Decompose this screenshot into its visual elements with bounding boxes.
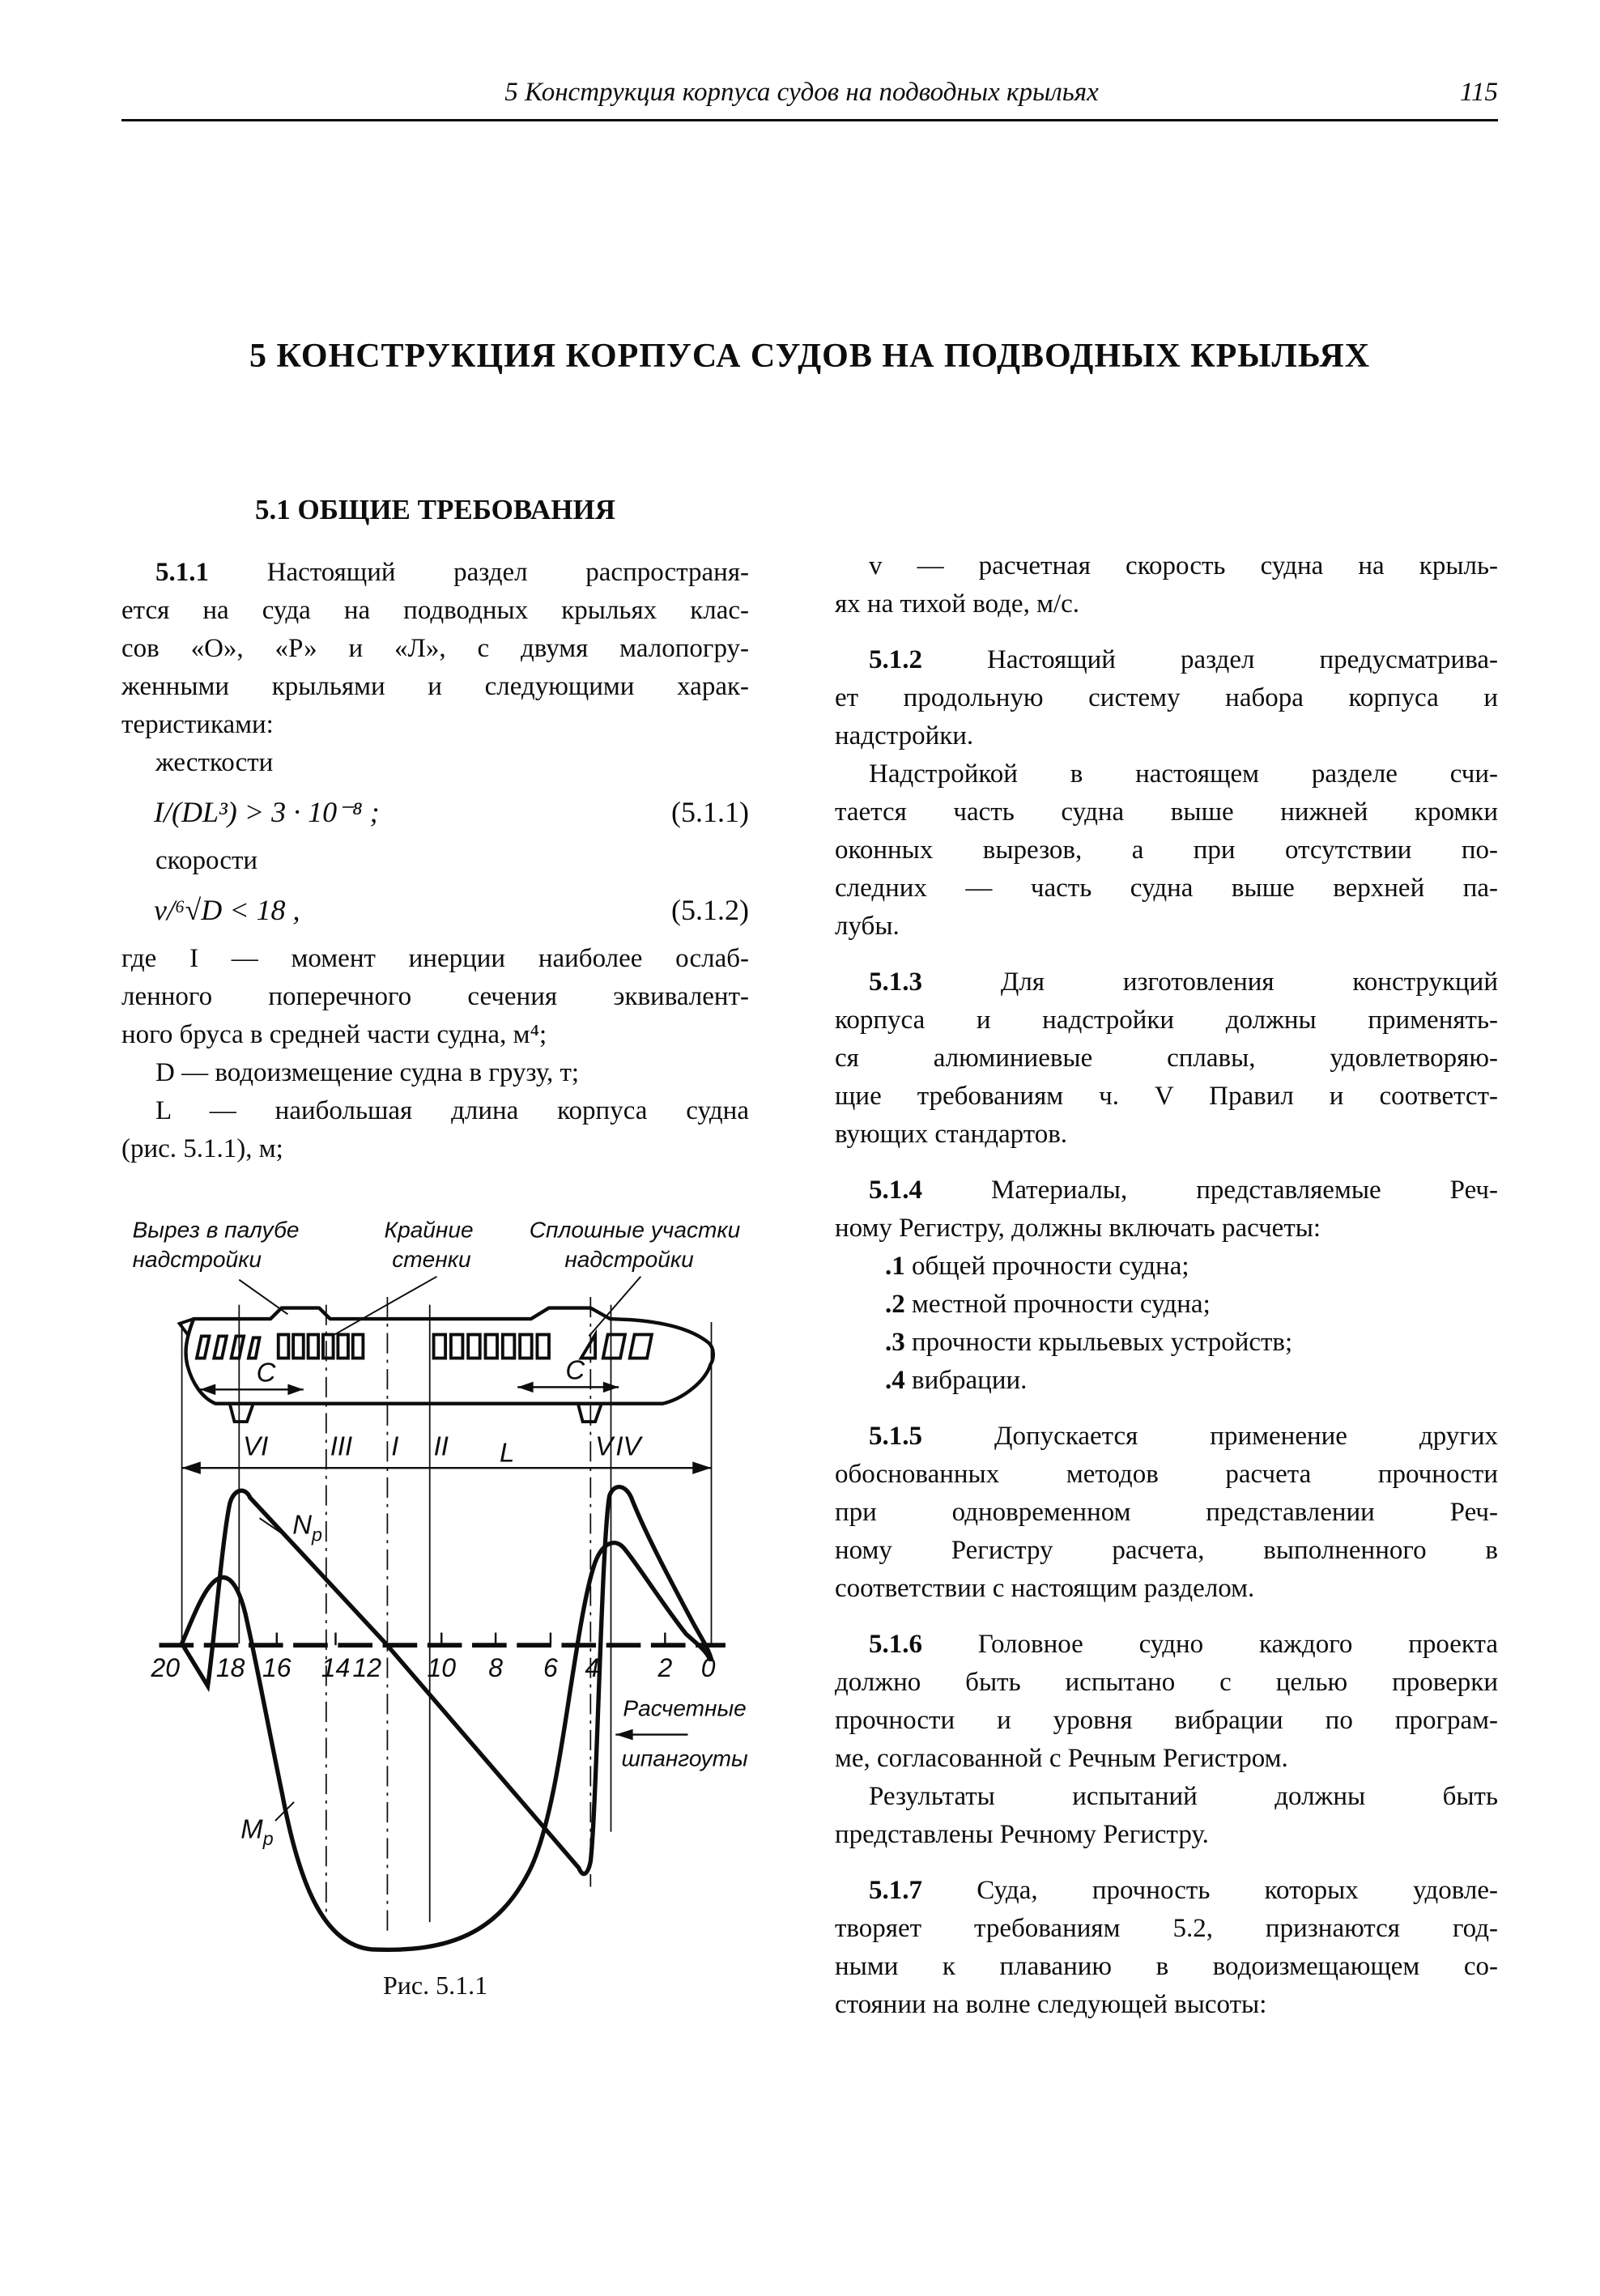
axis-number: 6 xyxy=(543,1652,558,1682)
para-number: 5.1.1 xyxy=(155,558,209,587)
right-column xyxy=(835,494,1498,2024)
text-line: соответствии с настоящим разделом. xyxy=(835,1574,1255,1603)
text-line: ся алюминиевые сплавы, удовлетворяю- xyxy=(835,1044,1498,1073)
text-line: представлены Речному Регистру. xyxy=(835,1820,1209,1849)
equation-formula: v/⁶√D < 18 , xyxy=(154,894,300,926)
window xyxy=(353,1334,364,1358)
hydrofoil-struts xyxy=(230,1404,602,1422)
window xyxy=(451,1334,463,1358)
window xyxy=(486,1334,498,1358)
paragraph-5.1.4 xyxy=(835,1171,1498,1248)
text-line: 5.1.2 Настоящий раздел предусматрива- xyxy=(869,645,1498,674)
equation-number: (5.1.1) xyxy=(671,796,749,828)
window xyxy=(249,1337,260,1358)
equation-formula: I/(DL³) > 3 · 10⁻⁸ ; xyxy=(154,796,380,828)
text-line: творяет требованиям 5.2, признаются год- xyxy=(835,1914,1498,1943)
text-line: жесткости xyxy=(155,748,274,777)
text-line: скорости xyxy=(155,846,258,875)
text-line: .1 общей прочности судна; xyxy=(885,1252,1189,1281)
definition-v xyxy=(835,547,1498,623)
arrowhead xyxy=(692,1461,711,1474)
np-letter: N xyxy=(292,1509,312,1540)
section-numeral: VI xyxy=(243,1431,269,1461)
paragraph-5.1.5 xyxy=(835,1418,1498,1608)
definition-L xyxy=(121,1092,749,1168)
text-line: сов «О», «Р» и «Л», с двумя малопогру- xyxy=(121,634,749,663)
c-dimension-label: C xyxy=(565,1354,585,1385)
text-line: стоянии на волне следующей высоты: xyxy=(835,1990,1267,2019)
text-line: оконных вырезов, а при отсутствии по- xyxy=(835,835,1498,865)
para-number: .3 xyxy=(885,1328,905,1357)
figure-drawing xyxy=(121,1204,749,1966)
section-numeral: II xyxy=(433,1431,449,1461)
text-line: прочности и уровня вибрации по програм- xyxy=(835,1706,1498,1735)
figure-5.1.1 xyxy=(121,1204,749,2000)
text-line: ному Регистру, должны включать расчеты: xyxy=(835,1214,1321,1243)
text-line: (рис. 5.1.1), м; xyxy=(121,1134,283,1163)
section-numeral: IV xyxy=(615,1431,641,1461)
text-line: обоснованных методов расчета прочности xyxy=(835,1460,1498,1489)
window xyxy=(279,1334,289,1358)
frames-note: Расчетные xyxy=(623,1695,747,1721)
two-column-layout xyxy=(121,494,1498,2024)
window xyxy=(520,1334,532,1358)
text-line: ме, согласованной с Речным Регистром. xyxy=(835,1744,1288,1773)
axis-number: 2 xyxy=(657,1652,673,1682)
text-line: v — расчетная скорость судна на крыль- xyxy=(869,551,1498,580)
text-line: 5.1.6 Головное судно каждого проекта xyxy=(869,1630,1498,1659)
section-numeral: III xyxy=(330,1431,353,1461)
header-rule xyxy=(121,119,1498,121)
paragraph-speed xyxy=(121,842,749,880)
text-line: следних — часть судна выше верхней па- xyxy=(835,874,1498,903)
text-line: 5.1.3 Для изготовления конструкций xyxy=(869,967,1498,997)
window xyxy=(232,1336,245,1358)
text-line: ях на тихой воде, м/с. xyxy=(835,589,1080,619)
text-line: .3 прочности крыльевых устройств; xyxy=(885,1328,1293,1357)
figure-label-end-walls-2: стенки xyxy=(392,1247,471,1273)
left-column xyxy=(121,494,749,2024)
text-line: L — наибольшая длина корпуса судна xyxy=(155,1096,749,1125)
length-label: L xyxy=(499,1437,515,1468)
figure-label-solid-parts-2: надстройки xyxy=(564,1247,694,1273)
text-line: ленного поперечного сечения эквивалент- xyxy=(121,982,749,1011)
equation-5.1.1 xyxy=(121,795,749,829)
text-line: Результаты испытаний должны быть xyxy=(869,1782,1498,1811)
paragraph-results xyxy=(835,1778,1498,1854)
paragraph-stiffness xyxy=(121,744,749,782)
c-dimension-label: C xyxy=(256,1357,276,1388)
equation-5.1.2 xyxy=(121,893,749,927)
window xyxy=(468,1334,480,1358)
list-item-3 xyxy=(835,1324,1498,1362)
figure-label-deck-cutout-2: надстройки xyxy=(132,1247,262,1273)
figure-label-deck-cutout: Вырез в палубе xyxy=(132,1217,300,1243)
axis-number: 8 xyxy=(488,1652,503,1682)
leader-line xyxy=(332,1277,437,1337)
text-line: Надстройкой в настоящем разделе счи- xyxy=(869,759,1498,789)
definition-I xyxy=(121,940,749,1054)
window xyxy=(309,1334,319,1358)
para-number: 5.1.2 xyxy=(869,645,922,674)
window xyxy=(603,1334,625,1358)
para-number: 5.1.5 xyxy=(869,1422,922,1451)
text-line: ет продольную систему набора корпуса и xyxy=(835,683,1498,712)
equation-number: (5.1.2) xyxy=(671,894,749,926)
window xyxy=(338,1334,348,1358)
paragraph-5.1.1 xyxy=(121,554,749,744)
para-number: .1 xyxy=(885,1252,905,1281)
axis-number: 10 xyxy=(427,1652,457,1682)
text-line: ного бруса в средней части судна, м⁴; xyxy=(121,1020,547,1049)
list-item-1 xyxy=(835,1248,1498,1286)
mp-curve-label xyxy=(240,1813,273,1849)
window xyxy=(537,1334,549,1358)
paragraph-5.1.3 xyxy=(835,963,1498,1154)
axis-numbers xyxy=(150,1653,715,1682)
window xyxy=(214,1336,227,1358)
definition-D xyxy=(121,1054,749,1092)
text-line: лубы. xyxy=(835,912,900,941)
para-number: 5.1.7 xyxy=(869,1876,922,1905)
paragraph-5.1.2 xyxy=(835,641,1498,755)
section-heading: 5.1 ОБЩИЕ ТРЕБОВАНИЯ xyxy=(255,494,615,525)
para-number: .2 xyxy=(885,1290,905,1319)
text-line: D — водоизмещение судна в грузу, т; xyxy=(155,1058,580,1087)
text-line: ется на суда на подводных крыльях клас- xyxy=(121,596,749,625)
text-line: ному Регистру расчета, выполненного в xyxy=(835,1536,1498,1565)
para-number: 5.1.4 xyxy=(869,1176,922,1205)
figure-label-solid-parts: Сплошные участки xyxy=(529,1217,741,1243)
arrowhead xyxy=(517,1382,533,1393)
section-numeral: V xyxy=(595,1431,614,1461)
page-header xyxy=(121,0,1498,108)
window xyxy=(434,1334,446,1358)
paragraph-5.1.6 xyxy=(835,1626,1498,1778)
axis-number: 4 xyxy=(585,1652,600,1682)
text-line: .4 вибрации. xyxy=(885,1366,1028,1395)
window xyxy=(293,1334,304,1358)
para-number: 5.1.6 xyxy=(869,1630,922,1659)
np-curve-label xyxy=(292,1510,322,1546)
running-title: 5 Конструкция корпуса судов на подводных крыльях xyxy=(504,78,1099,107)
mp-subscript: p xyxy=(262,1828,274,1850)
text-line: теристиками: xyxy=(121,710,274,739)
arrowhead xyxy=(615,1729,632,1741)
text-line: 5.1.1 Настоящий раздел распространя- xyxy=(155,558,749,587)
axis-number: 20 xyxy=(151,1652,181,1682)
figure-label-end-walls: Крайние xyxy=(384,1217,474,1243)
text-line: щие требованиям ч. V Правил и соответст- xyxy=(835,1082,1498,1111)
section-numeral: I xyxy=(391,1431,399,1461)
window xyxy=(630,1334,652,1358)
arrowhead xyxy=(287,1384,303,1396)
axis-number: 14 xyxy=(321,1652,351,1682)
text-line: ными к плаванию в водоизмещающем со- xyxy=(835,1952,1498,1981)
frames-note-2: шпангоуты xyxy=(621,1745,748,1771)
arrowhead xyxy=(182,1461,201,1474)
window xyxy=(503,1334,515,1358)
np-subscript: p xyxy=(311,1524,322,1546)
text-line: тается часть судна выше нижней кромки xyxy=(835,797,1498,827)
text-line: женными крыльями и следующими харак- xyxy=(121,672,749,701)
list-item-4 xyxy=(835,1362,1498,1400)
figure-caption: Рис. 5.1.1 xyxy=(382,1971,488,2000)
text-line: 5.1.5 Допускается применение других xyxy=(869,1422,1498,1451)
mp-letter: M xyxy=(240,1813,263,1844)
para-number: .4 xyxy=(885,1366,905,1395)
window xyxy=(323,1334,334,1358)
text-line: корпуса и надстройки должны применять- xyxy=(835,1006,1498,1035)
text-line: надстройки. xyxy=(835,721,974,750)
chapter-title: 5 КОНСТРУКЦИЯ КОРПУСА СУДОВ НА ПОДВОДНЫХ КРЫЛЬЯХ xyxy=(249,338,1371,375)
axis-number: 12 xyxy=(352,1652,381,1682)
text-line: при одновременном представлении Реч- xyxy=(835,1498,1498,1527)
text-line: должно быть испытано с целью проверки xyxy=(835,1668,1498,1697)
text-line: вующих стандартов. xyxy=(835,1120,1068,1149)
axis-number: 16 xyxy=(262,1652,291,1682)
list-item-2 xyxy=(835,1286,1498,1324)
para-number: 5.1.3 xyxy=(869,967,922,997)
page-number: 115 xyxy=(1459,78,1498,107)
text-line: где I — момент инерции наиболее ослаб- xyxy=(121,944,749,973)
window xyxy=(197,1336,210,1358)
axis-number: 18 xyxy=(215,1652,245,1682)
text-line: 5.1.7 Суда, прочность которых удовле- xyxy=(869,1876,1498,1905)
paragraph-superstructure xyxy=(835,755,1498,946)
leader-line xyxy=(589,1277,640,1337)
paragraph-5.1.7 xyxy=(835,1872,1498,2024)
text-line: .2 местной прочности судна; xyxy=(885,1290,1211,1319)
axis-number: 0 xyxy=(700,1652,716,1682)
text-line: 5.1.4 Материалы, представляемые Реч- xyxy=(869,1176,1498,1205)
